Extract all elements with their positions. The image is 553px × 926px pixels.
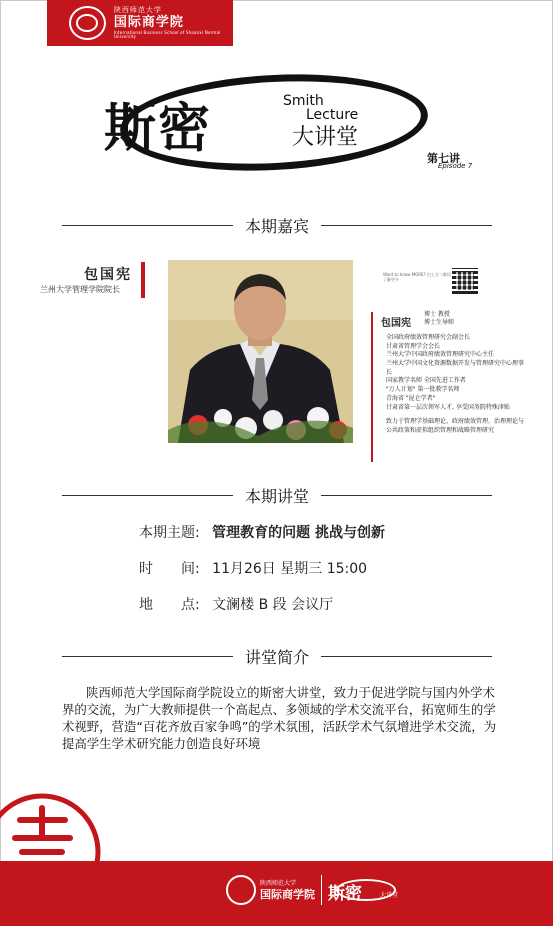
bio-degrees: 博士 教授 博士生导师 [424, 311, 455, 327]
lecture-logo-en-smith: Smith [283, 93, 324, 109]
topic-label: 本期主题: [139, 525, 200, 541]
lecture-logo-en-lecture: Lecture [306, 107, 359, 123]
episode-number: 第七讲 [427, 152, 460, 165]
guest-photo [168, 260, 353, 443]
more-info-note: Want to know MORE? 扫上方二维码了解更多 [383, 272, 451, 283]
footer-logo-cn: 斯密 [328, 884, 362, 904]
footer-logo-dj: 大讲堂 [380, 892, 399, 899]
header-university: 陕西师范大学 [113, 6, 162, 14]
lecture-logo-dajiangtang: 大讲堂 [292, 125, 359, 150]
bio-line: 全国政府绩效管理研究会副会长 [386, 334, 471, 341]
bio-line: 兰州大学中国文化资源数据开发与管理研究中心理事长 [386, 360, 525, 376]
school-header-badge [47, 0, 233, 46]
header-school-en: International Business School of Shaanxi Normal University [113, 30, 221, 39]
time-label: 时 间: [139, 561, 200, 577]
lecture-section-heading [62, 484, 492, 507]
bio-line: 甘肃省第一层次领军人才, 享受国务院特殊津贴 [386, 403, 510, 411]
footer-lecture-logo [328, 875, 400, 905]
topic-row [139, 522, 385, 542]
bio-line: 国家教学名师 全国先进工作者 [386, 377, 466, 385]
bio-name: 包国宪 [381, 318, 411, 329]
intro-section-heading [62, 645, 492, 668]
episode-number-en: Episode 7 [438, 162, 473, 170]
bio-accent-bar [371, 312, 373, 462]
qr-code-icon[interactable] [452, 268, 478, 294]
guest-name: 包国宪 [84, 267, 132, 283]
guest-heading-text: 本期嘉宾 [245, 217, 310, 236]
bio-line: 青海省 "昆仑学者" [386, 394, 436, 402]
footer-bar [0, 861, 553, 926]
footer-university: 陕西师范大学 [260, 879, 297, 887]
time-value: 11月26日 星期三 15:00 [212, 561, 368, 577]
bio-line: "万人计划" 第一批教学名师 [386, 386, 460, 394]
intro-heading-text: 讲堂简介 [245, 648, 310, 667]
time-row [139, 558, 367, 578]
place-row [139, 594, 333, 614]
bio-line: 兰州大学中国政府绩效管理研究中心主任 [386, 351, 495, 359]
intro-paragraph: 陕西师范大学国际商学院设立的斯密大讲堂，致力于促进学院与国内外学术界的交流，为广大教师提供一个高起点、多领域的学术交流平台，拓宽师生的学术视野，营造“百花齐放百家争鸣”的学术氛围，活跃学术气氛增进学术交流，为提高学生学术研究能力创造良好环境 [62, 685, 497, 751]
guest-title: 兰州大学管理学院院长 [40, 285, 120, 294]
guest-section-heading [62, 214, 492, 237]
bio-line: 甘肃省管理学会会长 [386, 342, 441, 350]
header-school: 国际商学院 [113, 15, 184, 30]
lecture-logo-cn: 斯密 [104, 98, 213, 159]
footer-school: 国际商学院 [260, 887, 315, 901]
bio-line: 致力于管理学基础理论、政府绩效管理、治理理论与公共政策和虚拟组织管理和战略管理研究 [386, 418, 525, 434]
place-label: 地 点: [139, 597, 200, 613]
footer-seal-icon [226, 875, 256, 905]
lecture-heading-text: 本期讲堂 [245, 487, 310, 506]
place-value: 文澜楼 B 段 会议厅 [212, 597, 334, 613]
school-seal-icon [69, 6, 106, 40]
topic-value: 管理教育的问题 挑战与创新 [212, 525, 386, 541]
guest-accent-bar [141, 262, 145, 298]
bio-list [386, 334, 526, 436]
